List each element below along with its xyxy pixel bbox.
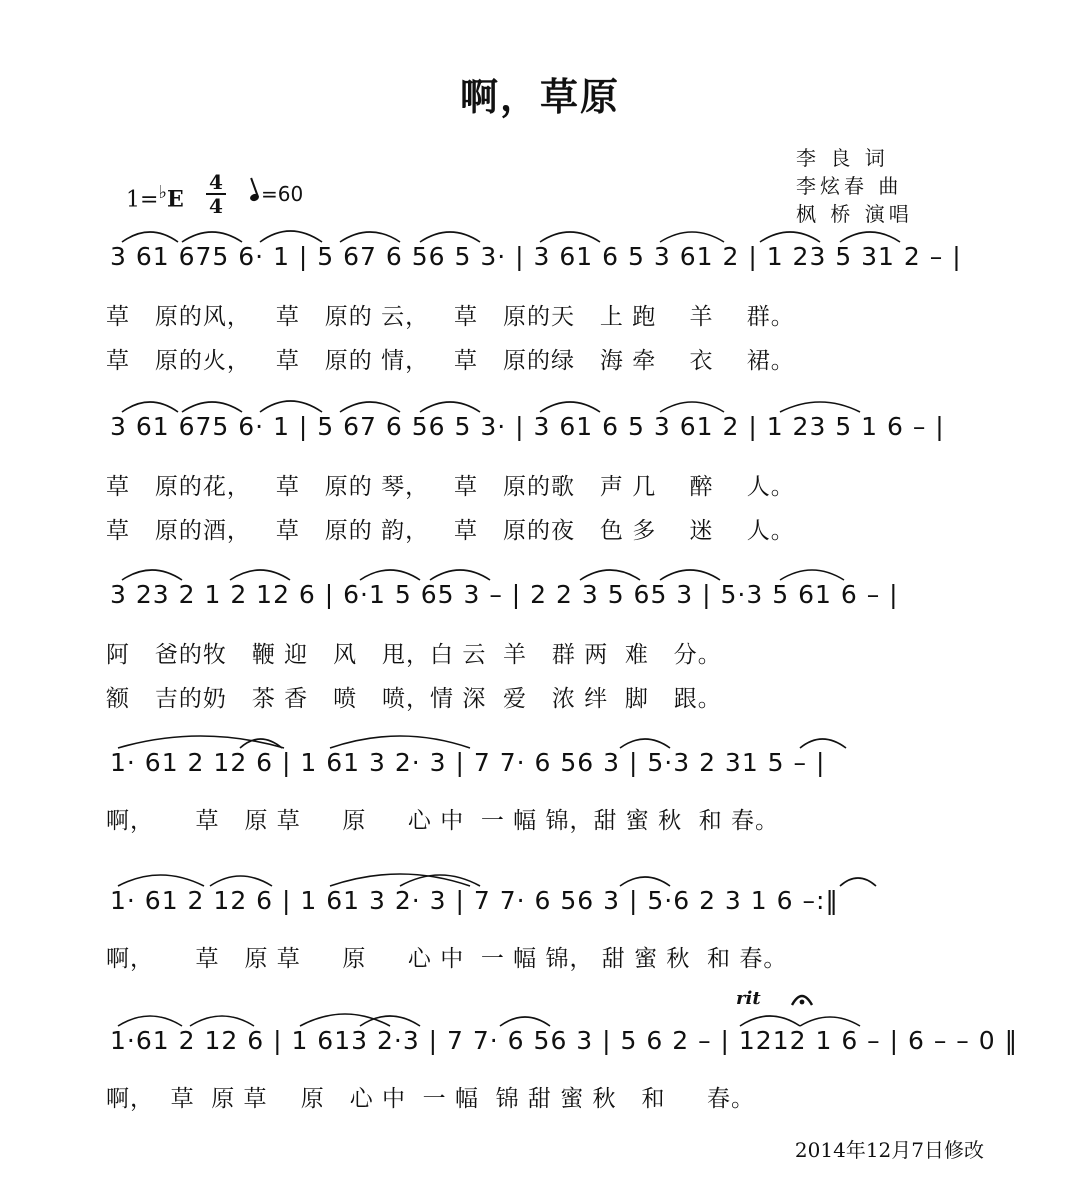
composer-credit: 李炫春 曲 (796, 174, 903, 198)
credits (796, 142, 996, 226)
lyric-verse-1: 草 原的风， 草 原的 云， 草 原的天 上 跑 羊 群。 (106, 304, 795, 330)
lyric-verse-2: 草 原的火， 草 原的 情， 草 原的绿 海 牵 衣 裙。 (106, 348, 795, 374)
singer-credit: 枫 桥 演唱 (796, 202, 913, 226)
key-signature (126, 182, 184, 212)
notation-line: 1· 61 2 12 6 | 1 61 3 2· 3 | 7 7· 6 56 3 | 5·3 2 31 5 – | (110, 748, 826, 777)
lyric-refrain: 啊， 草 原 草 原 心 中 一 幅 锦 甜 蜜 秋 和 春。 (106, 1086, 756, 1112)
lyricist-credit: 李 良 词 (796, 146, 889, 170)
lyric-verse-2: 草 原的酒， 草 原的 韵， 草 原的夜 色 多 迷 人。 (106, 518, 795, 544)
time-signature (204, 172, 228, 216)
lyric-verse-1: 草 原的花， 草 原的 琴， 草 原的歌 声 几 醉 人。 (106, 474, 795, 500)
key-prefix: 1= (126, 187, 159, 213)
song-title: 啊，草原 (459, 74, 620, 119)
notation-line: 3 61 675 6· 1 | 5 67 6 56 5 3· | 3 61 6 5 3 61 2 | 1 23 5 1 6 – | (110, 412, 945, 441)
notation-line: 1· 61 2 12 6 | 1 61 3 2· 3 | 7 7· 6 56 3 | 5·6 2 3 1 6 –:‖ (110, 886, 839, 915)
lyric-refrain: 啊， 草 原 草 原 心 中 一 幅 锦， 甜 蜜 秋 和 春。 (106, 946, 788, 972)
quarter-note-icon (249, 193, 260, 203)
notation-line: 3 23 2 1 2 12 6 | 6·1 5 65 3 – | 2 2 3 5 65 3 | 5·3 5 61 6 – | (110, 580, 899, 609)
meter-denominator: 4 (209, 194, 223, 218)
revision-date: 2014年12月7日修改 (794, 1138, 984, 1162)
tempo-value: =60 (261, 182, 304, 206)
meter-numerator: 4 (209, 170, 223, 194)
tempo-marking (250, 182, 303, 206)
lyric-refrain: 啊， 草 原 草 原 心 中 一 幅 锦，甜 蜜 秋 和 春。 (106, 808, 780, 834)
key-name: E (166, 186, 184, 213)
rit-marking: rit (736, 988, 761, 1009)
notation-line: 3 61 675 6· 1 | 5 67 6 56 5 3· | 3 61 6 5 3 61 2 | 1 23 5 31 2 – | (110, 242, 962, 271)
notation-line: 1·61 2 12 6 | 1 613 2·3 | 7 7· 6 56 3 | 5 6 2 – | 1212 1 6 – | 6 – – 0 ‖ (110, 1026, 1019, 1055)
lyric-verse-2: 额 吉的奶 茶 香 喷 喷，情 深 爱 浓 绊 脚 跟。 (106, 686, 722, 712)
flat-symbol: ♭ (158, 182, 167, 203)
lyric-verse-1: 阿 爸的牧 鞭 迎 风 甩，白 云 羊 群 两 难 分。 (106, 642, 722, 668)
